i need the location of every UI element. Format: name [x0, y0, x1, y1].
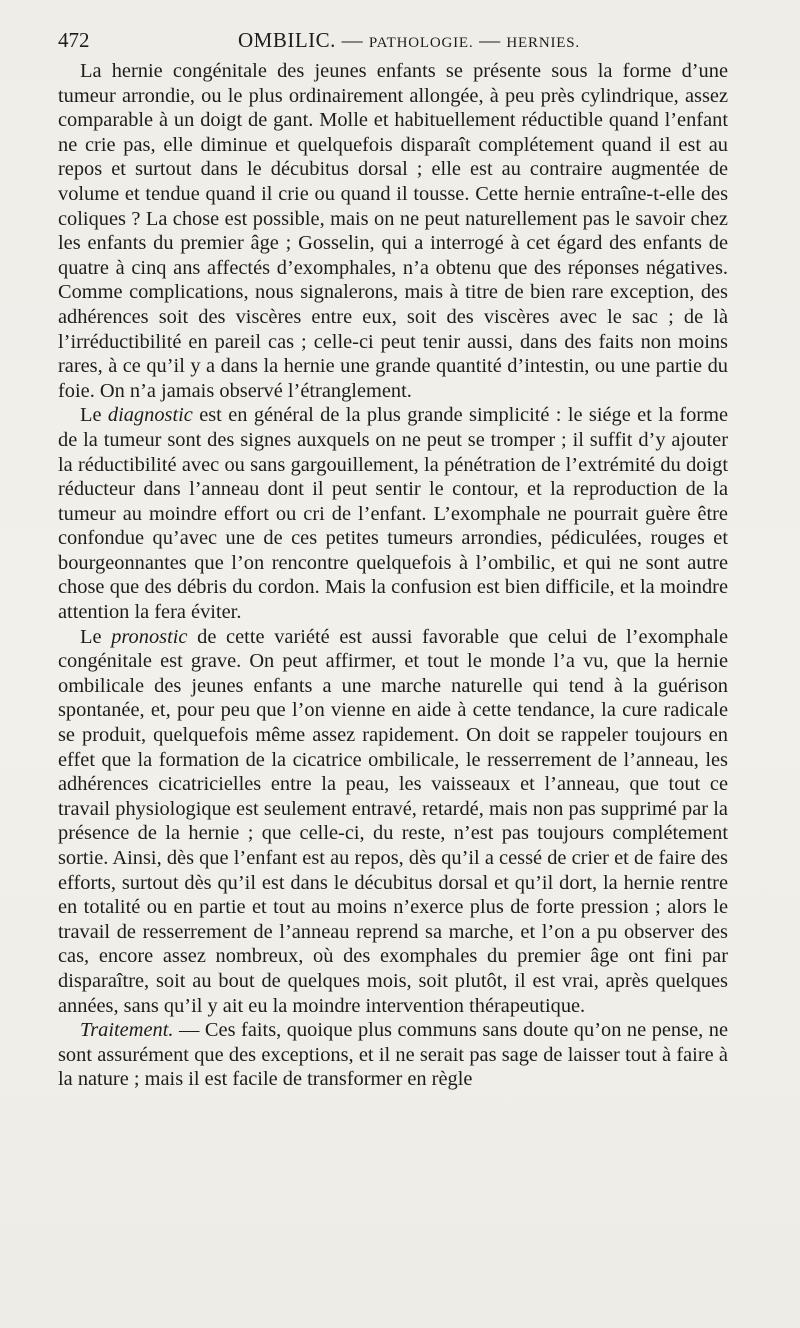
header-separator-1: — — [341, 28, 364, 52]
paragraph-keyword: diagnostic — [107, 404, 193, 427]
paragraph-lead: Le — [80, 404, 108, 427]
paragraph-text: est en général de la plus grande simplicité : le siége et la forme de la tumeur sont des signes auxquels on ne peut se tromper ; il suffit d’y ajouter la réductibilité avec ou sans gargouillement, la pénétration de l’extrémité du doigt réducteur dans l’anneau dont il peut sentir le contour, et la reproduction de la tumeur au moindre effort ou cri de l’enfant. L’exomphale ne pourrait guère être confondue qu’avec une de ces petites tumeurs arrondies, pédiculées, rouges et bourgeonnantes que l’on rencontre quelquefois à l’ombilic, et qui ne sont autre chose que des débris du cordon. Mais la confusion est bien difficile, et la moindre attention la fera éviter. — [58, 404, 728, 624]
paragraph-text: La hernie congénitale des jeunes enfants se présente sous la forme d’une tumeur arrondie, ou le plus ordinairement allongée, à peu près cylindrique, assez comparable à un doigt de gant. Molle et habituellement réductible quand l’enfant ne crie pas, elle diminue et quelquefois disparaît complétement quand il est au repos et surtout dans le décubitus dorsal ; elle est au contraire augmentée de volume et tendue quand il crie ou quand il tousse. Cette hernie entraîne-t-elle des coliques ? La chose est possible, mais on ne peut naturellement pas le savoir chez les enfants du premier âge ; Gosselin, qui a interrogé à cet égard des enfants de quatre à cinq ans affectés d’exomphales, n’a obtenu que des réponses négatives. Comme complications, nous signalerons, mais à titre de bien rare exception, des adhérences soit des viscères entre eux, soit des viscères avec le sac ; de là l’irréductibilité en pareil cas ; celle-ci peut tenir aussi, dans des faits non moins rares, à ce qu’il y a dans la hernie une grande quantité d’intestin, ou une partie du foie. On n’a jamais observé l’étranglement. — [58, 60, 728, 402]
paragraph-keyword: pronostic — [111, 625, 188, 648]
paragraph-keyword: Traitement. — [80, 1019, 174, 1042]
header-section: PATHOLOGIE. — [368, 35, 474, 51]
paragraph-text: de cette variété est aussi favorable que celui de l’exomphale congénitale est grave. On peut affirmer, et tout le monde l’a vu, que la hernie ombilicale des jeunes enfants a une marche naturelle qui tend à la guérison spontanée, et, pour peu que l’on vienne en aide à cette tendance, la cure radicale se produit, quelquefois même assez rapidement. On doit se rappeler toujours en effet que la formation de la cicatrice ombilicale, le resserrement de l’anneau, les adhérences cicatricielles entre la peau, les vaisseaux et l’anneau, que tout ce travail physiologique est seulement entravé, retardé, mais non pas supprimé par la présence de la hernie ; que celle-ci, du reste, n’est pas toujours complétement sortie. Ainsi, dès que l’enfant est au repos, dès qu’il a cessé de crier et de faire des efforts, surtout dès qu’il est dans le décubitus dorsal et qu’il dort, la hernie rentre en totalité ou en partie et tout au moins n’exerce plus de forte pression ; alors le travail de resserrement de l’anneau reprend sa marche, et l’on a pu observer des cas, encore assez nombreux, où des exomphales du premier âge ont fini par disparaître, soit au bout de quelques mois, soit plutôt, il est vrai, après quelques années, sans qu’il y ait eu la moindre intervention thérapeutique. — [58, 625, 729, 1017]
paragraph-text: — Ces faits, quoique plus communs sans doute qu’on ne pense, ne sont assurément que des exceptions, et il ne serait pas sage de laisser tout à faire à la nature ; mais il est facile de transformer en règle — [58, 1019, 728, 1091]
paragraph-traitement — [58, 1018, 728, 1092]
body-text — [58, 59, 728, 1092]
page-header — [58, 28, 730, 54]
header-separator-2: — — [479, 28, 501, 52]
paragraph-lead: Le — [80, 625, 112, 648]
running-head — [238, 28, 580, 53]
paragraph-presentation — [58, 59, 728, 403]
running-title: OMBILIC. — [238, 28, 336, 52]
header-subsection: HERNIES. — [506, 35, 580, 51]
paragraph-diagnostic — [58, 403, 728, 624]
paragraph-pronostic — [58, 625, 728, 1019]
page-number: 472 — [58, 28, 90, 52]
